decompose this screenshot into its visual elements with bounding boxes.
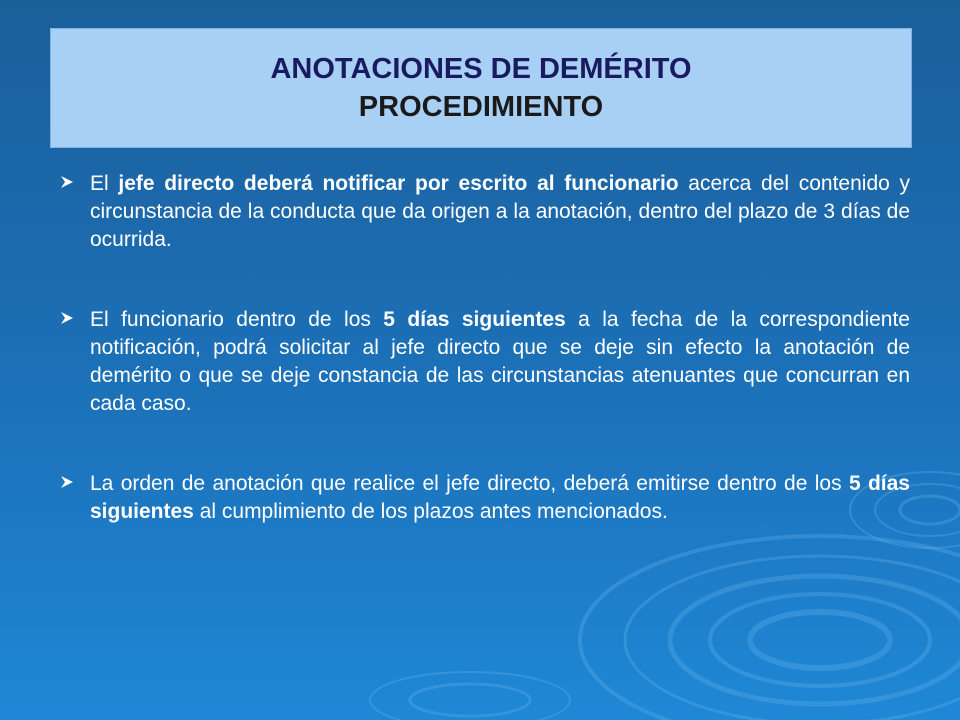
bullet-text-bold: 5 días siguientes	[383, 308, 566, 331]
arrowhead-bullet-icon	[60, 470, 90, 494]
arrowhead-bullet-icon	[60, 306, 90, 330]
bullet-text	[90, 170, 910, 254]
bullet-text	[90, 470, 910, 526]
bullet-text-segment: al cumplimiento de los plazos antes mencionados.	[193, 500, 668, 523]
bullet-text-segment: acerca del contenido y circunstancia de la conducta que da origen a la anotación, dentro del plazo de 3 días de ocurrida.	[90, 172, 910, 251]
bullet-text	[90, 306, 910, 418]
bullet-text-segment: La orden de anotación que realice el jefe directo, deberá emitirse dentro de los	[90, 472, 849, 495]
arrowhead-bullet-icon	[60, 170, 90, 194]
bullet-text-bold: 5 días siguientes	[90, 472, 910, 523]
bullet-list	[60, 170, 910, 578]
bullet-text-segment: a la fecha de la correspondiente notificación, podrá solicitar al jefe directo que se deje sin efecto la anotación de demérito o que se deje constancia de las circunstancias atenuantes que concurran en cada caso.	[90, 308, 910, 415]
bullet-text-bold: jefe directo deberá notificar por escrito al funcionario	[118, 172, 679, 195]
bullet-item-3	[60, 470, 910, 526]
slide-title-line2: PROCEDIMIENTO	[358, 91, 604, 123]
bullet-text-segment: El	[90, 172, 119, 195]
slide-title-line1: ANOTACIONES DE DEMÉRITO	[270, 53, 692, 85]
title-box	[50, 28, 912, 148]
bullet-text-segment: El funcionario dentro de los	[90, 308, 384, 331]
bullet-item-2	[60, 306, 910, 418]
bullet-item-1	[60, 170, 910, 254]
